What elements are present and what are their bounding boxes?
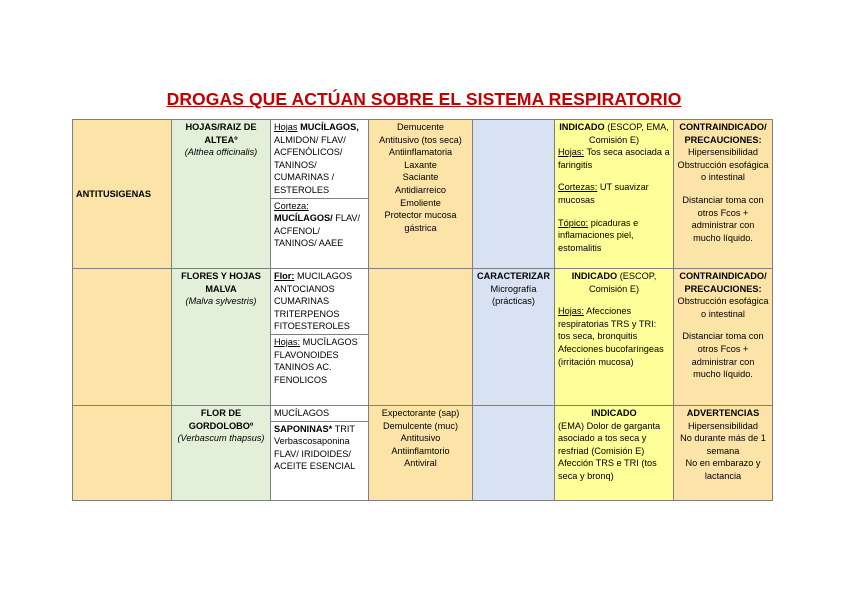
table-row [73,269,773,406]
component-block: Hojas: MUCÍLAGOS FLAVONOIDES TANINOS AC. FENOLICOS [271,334,368,387]
contra-cell: CONTRAINDICADO/ PRECAUCIONES: Obstrucción esofágica o intestinal Distanciar toma con otros Fcos + administrar con mucho líquido. [674,269,773,406]
component-block: Corteza: MUCÍLAGOS/ FLAV/ ACFENOL/ TANINOS/ AAEE [271,198,368,251]
component-block: MUCÍLAGOS [274,408,330,418]
drug-table [72,119,773,501]
component-block: Flor: MUCILAGOS ANTOCIANOS CUMARINAS TRITERPENOS FITOESTEROLES [274,271,353,332]
indicated-cell: INDICADO (EMA) Dolor de garganta asociado a tos seca y resfriad (Comisión E) Afección TRS e TRI (tos seca y bronq) [555,406,674,501]
actions-cell [369,269,473,406]
components-cell [271,406,369,501]
drug-cell [172,406,271,501]
indicated-cell: INDICADO (ESCOP, EMA, Comisión E) Hojas: Tos seca asociada a faringitis Cortezas: UT suavizar mucosas Tópico: picaduras e inflamaciones piel, estomalitis [555,120,674,269]
components-cell [271,269,369,406]
characterize-cell [473,406,555,501]
page-title: DROGAS QUE ACTÚAN SOBRE EL SISTEMA RESPIRATORIO [166,89,682,109]
drug-cell [172,269,271,406]
category-cell [73,269,172,406]
contra-cell: CONTRAINDICADO/ PRECAUCIONES: Hipersensibilidad Obstrucción esofágica o intestinal Distanciar toma con otros Fcos + administrar con mucho líquido. [674,120,773,269]
characterize-cell [473,120,555,269]
indicated-cell: INDICADO (ESCOP, Comisión E) Hojas: Afecciones respiratorias TRS y TRI: tos seca, bronquitis Afecciones bucofaríngeas (irritación mucosa) [555,269,674,406]
table-row [73,120,773,269]
category-cell [73,406,172,501]
category-cell: ANTITUSIGENAS [73,120,172,269]
characterize-cell: CARACTERIZAR Micrografía (prácticas) [473,269,555,406]
drug-latin: (Verbascum thapsus) [177,433,265,444]
drug-name: HOJAS/RAIZ DE ALTEAº [185,122,257,145]
contra-cell: ADVERTENCIAS Hipersensibilidad No durante más de 1 semana No en embarazo y lactancia [674,406,773,501]
components-cell [271,120,369,269]
drug-cell [172,120,271,269]
drug-latin: (Malva sylvestris) [185,296,257,307]
table-row [73,406,773,501]
actions-cell: Demucente Antitusivo (tos seca) Antiinflamatoria Laxante Saciante Antidiarreico Emoliente Protector mucosa gástrica [369,120,473,269]
actions-cell: Expectorante (sap) Demulcente (muc) Antitusivo Antiinflamtorio Antiviral [369,406,473,501]
component-block: Hojas MUCÍLAGOS, ALMIDON/ FLAV/ ACFENÓLICOS/ TANINOS/ CUMARINAS / ESTEROLES [274,122,359,195]
drug-name: FLORES Y HOJAS MALVA [181,271,261,294]
component-block: SAPONINAS* TRIT Verbascosaponina FLAV/ IRIDOIDES/ ACEITE ESENCIAL [271,421,368,474]
drug-name: FLOR DE GORDOLOBOº [188,408,254,431]
drug-latin: (Althea officinalis) [184,147,258,158]
